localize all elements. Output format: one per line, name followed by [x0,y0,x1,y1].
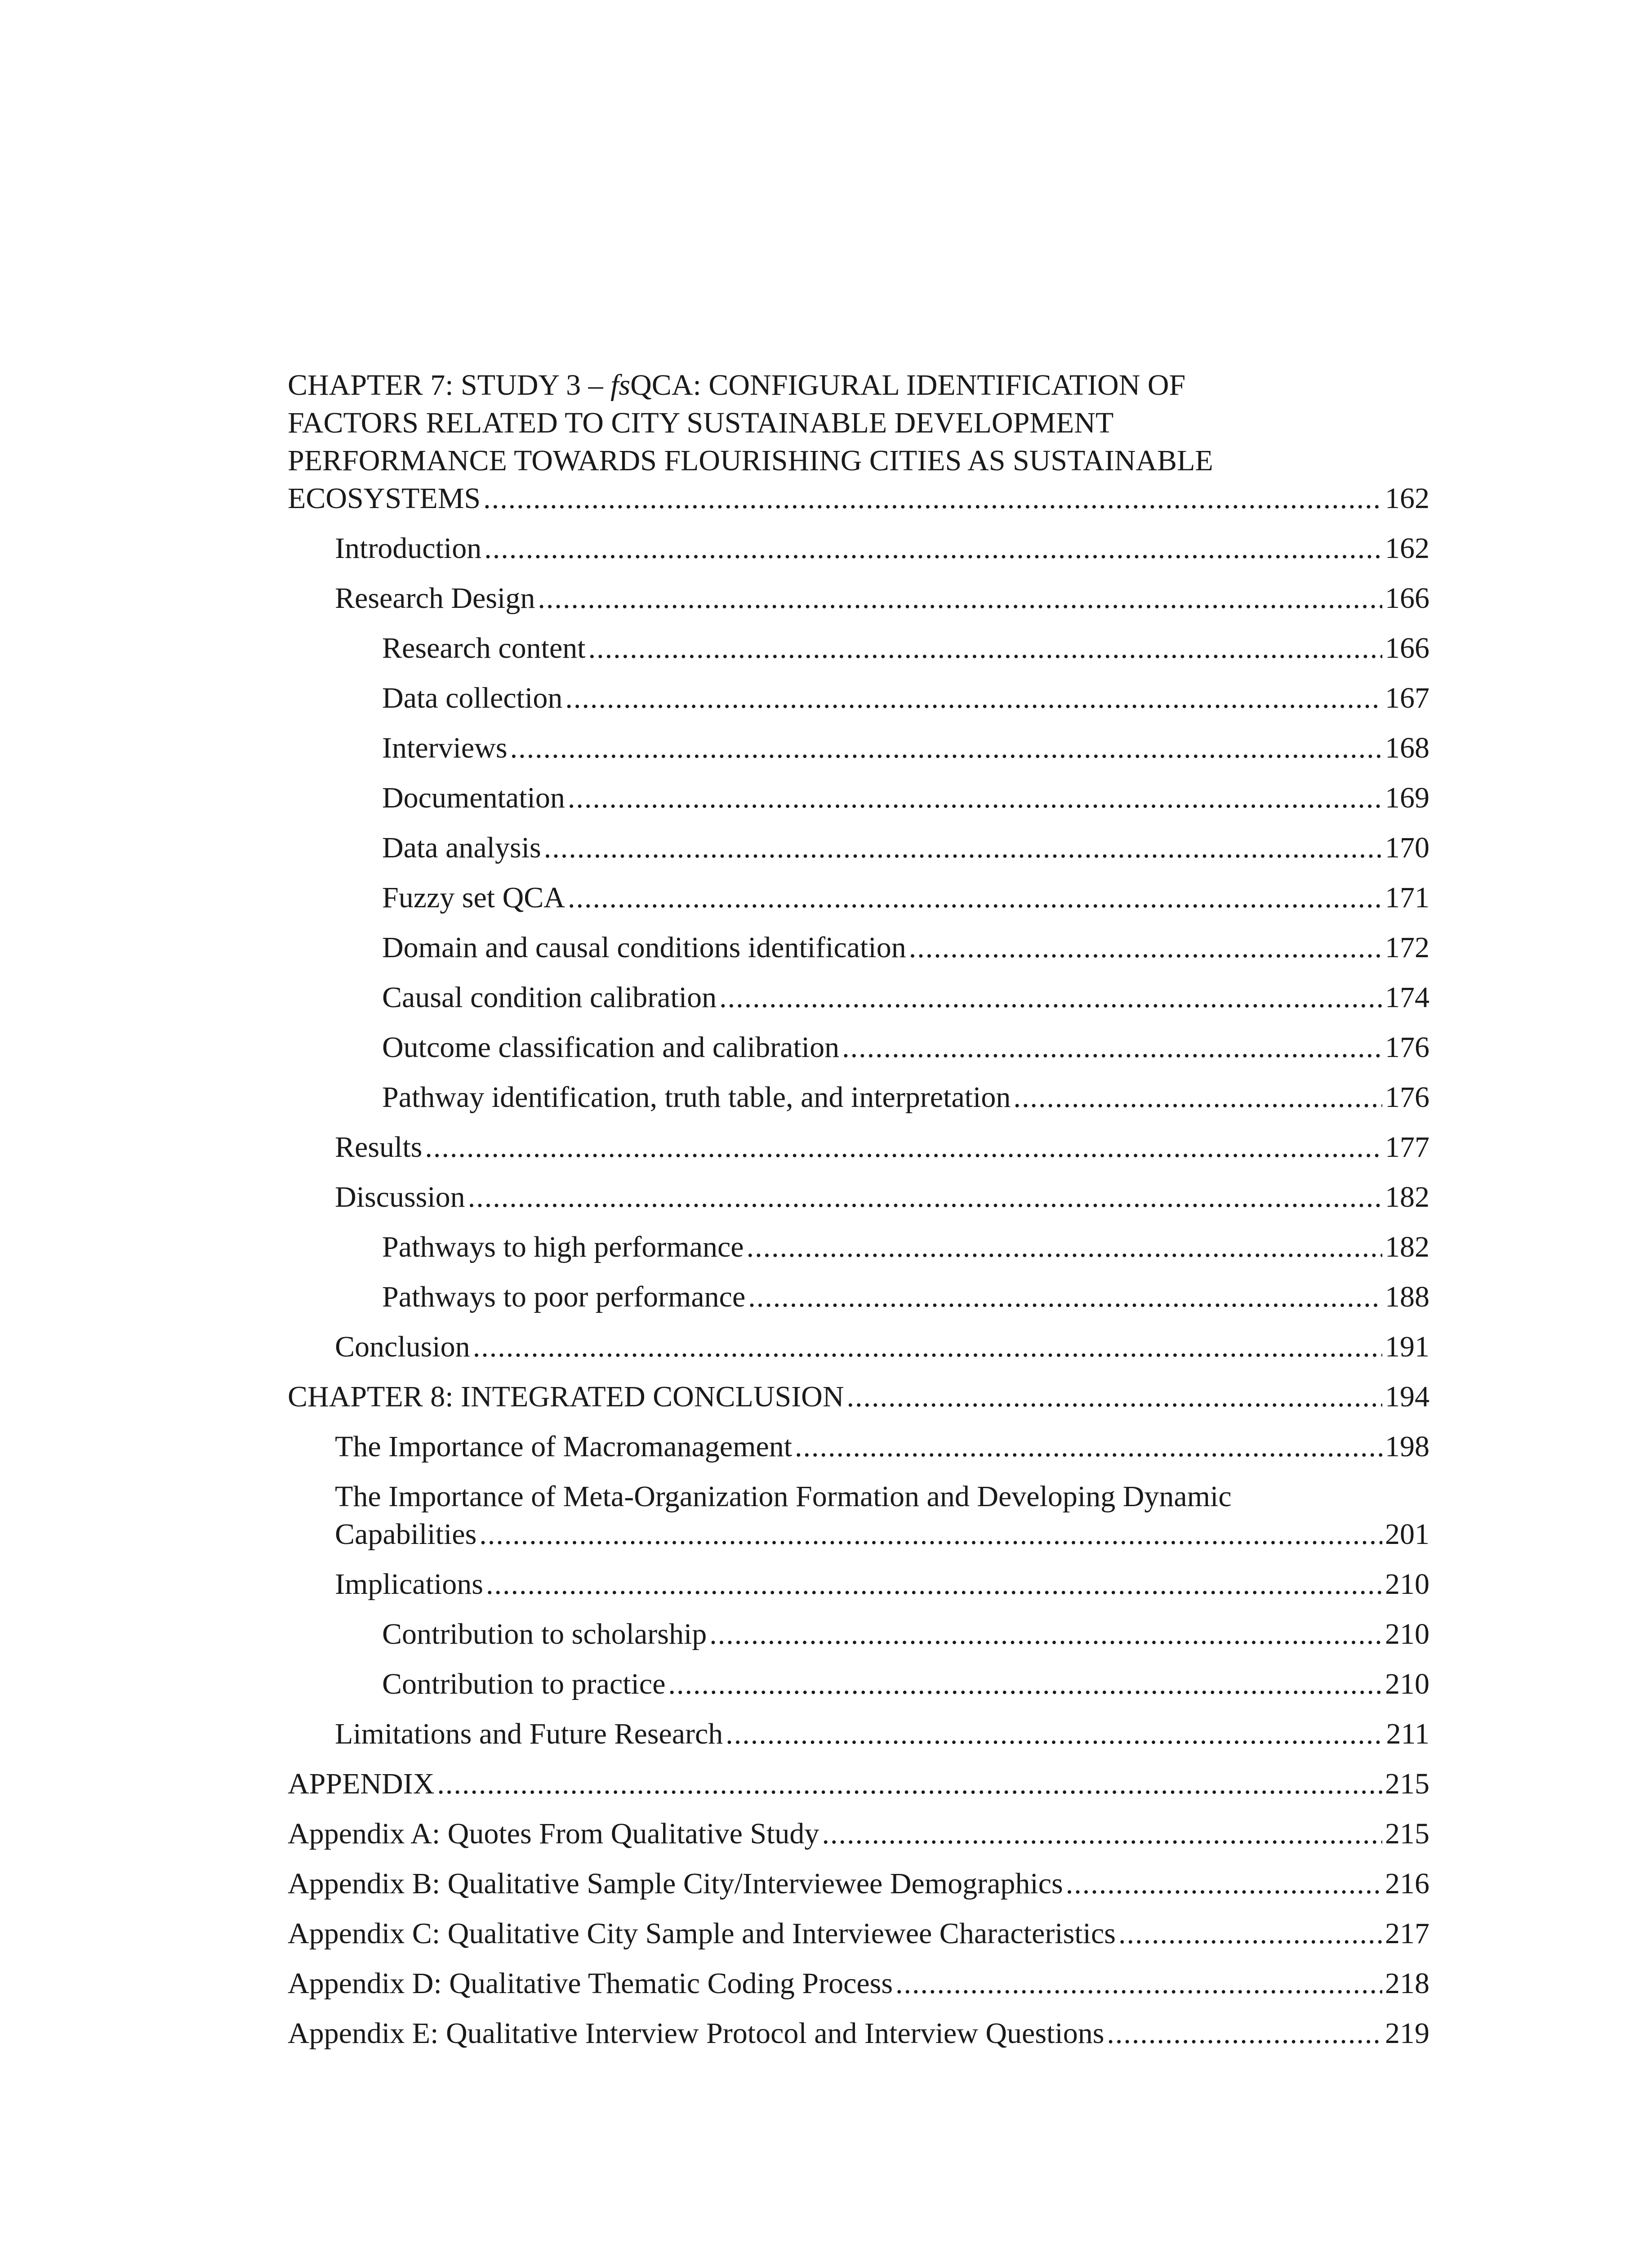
toc-entry-domain-causal-conditions[interactable] [288,929,1429,967]
toc-entry-title: Contribution to practice [382,1668,666,1700]
dot-leader [437,1765,1382,1803]
toc-entry-title: Pathway identification, truth table, and interpretation [382,1081,1011,1114]
toc-entry-page-number: 218 [1385,1967,1429,2000]
toc-entry-page-number: 168 [1385,731,1429,764]
toc-entry-title: Fuzzy set QCA [382,881,565,914]
toc-entry-contribution-practice[interactable] [288,1665,1429,1703]
toc-entry-data-analysis[interactable] [288,829,1429,867]
toc-entry-title: The Importance of Macromanagement [335,1430,793,1463]
toc-entry-interviews[interactable] [288,729,1429,767]
toc-entry-page-number: 162 [1385,482,1429,515]
toc-entry-title: Conclusion [335,1330,470,1363]
toc-entry-introduction[interactable] [288,530,1429,567]
toc-entry-page-number: 217 [1385,1917,1429,1950]
toc-entry-title: Appendix B: Qualitative Sample City/Interviewee Demographics [288,1867,1063,1900]
dot-leader [473,1328,1382,1366]
toc-entry-page-number: 182 [1385,1181,1429,1213]
toc-entry-page-number: 216 [1385,1867,1429,1900]
dot-leader [544,829,1382,867]
toc-entry-outcome-classification[interactable] [288,1029,1429,1066]
toc-entry-appendix[interactable] [288,1765,1429,1803]
dot-leader [668,1665,1382,1703]
toc-entry-chapter-7[interactable] [288,366,1429,517]
dot-leader [468,1178,1382,1216]
toc-entry-appendix-b[interactable] [288,1865,1429,1903]
toc-entry-title: Appendix C: Qualitative City Sample and Interviewee Characteristics [288,1917,1116,1950]
toc-entry-pathway-identification[interactable] [288,1079,1429,1116]
toc-entry-page-number: 188 [1385,1280,1429,1313]
table-of-contents [288,366,1429,2065]
toc-entry-chapter-8[interactable] [288,1378,1429,1416]
toc-entry-implications[interactable] [288,1566,1429,1603]
dot-leader [568,879,1382,917]
toc-entry-documentation[interactable] [288,779,1429,817]
toc-entry-title: Documentation [382,781,565,814]
toc-entry-appendix-d[interactable] [288,1965,1429,2003]
toc-entry-title: Interviews [382,731,508,764]
toc-entry-macromanagement[interactable] [288,1428,1429,1466]
toc-entry-text: QCA: CONFIGURAL IDENTIFICATION OF [630,369,1186,401]
toc-entry-title: Limitations and Future Research [335,1717,723,1750]
toc-entry-title: Outcome classification and calibration [382,1031,840,1064]
toc-entry-text: CHAPTER 7: STUDY 3 – [288,369,611,401]
toc-entry-contribution-scholarship[interactable] [288,1615,1429,1653]
toc-entry-page-number: 174 [1385,981,1429,1014]
dot-leader [538,580,1382,617]
dot-leader [895,1965,1382,2003]
toc-entry-page-number: 219 [1385,2017,1429,2050]
toc-entry-fuzzy-set-qca[interactable] [288,879,1429,917]
toc-entry-appendix-c[interactable] [288,1915,1429,1953]
dot-leader [748,1278,1382,1316]
toc-entry-title: Pathways to high performance [382,1231,744,1263]
toc-entry-meta-organization[interactable] [288,1478,1429,1553]
toc-entry-page-number: 191 [1385,1330,1429,1363]
toc-entry-page-number: 166 [1385,582,1429,615]
toc-entry-title: CHAPTER 8: INTEGRATED CONCLUSION [288,1380,844,1413]
toc-entry-page-number: 210 [1385,1618,1429,1650]
dot-leader [1013,1079,1382,1116]
dot-leader [510,729,1382,767]
toc-entry-discussion[interactable] [288,1178,1429,1216]
dot-leader [909,929,1382,967]
toc-entry-pathways-poor-performance[interactable] [288,1278,1429,1316]
toc-entry-page-number: 198 [1385,1430,1429,1463]
toc-entry-title: ECOSYSTEMS [288,482,481,515]
dot-leader [565,679,1382,717]
toc-entry-title: Discussion [335,1181,465,1213]
toc-entry-title: Implications [335,1568,483,1601]
dot-leader [1118,1915,1382,1953]
toc-entry-limitations[interactable] [288,1715,1429,1753]
toc-entry-title: Data analysis [382,831,541,864]
toc-entry-page-number: 177 [1385,1131,1429,1164]
dot-leader [1107,2015,1382,2052]
toc-entry-title: Results [335,1131,423,1164]
toc-entry-title: Research content [382,632,586,665]
toc-entry-page-number: 182 [1385,1231,1429,1263]
toc-entry-appendix-e[interactable] [288,2015,1429,2052]
toc-entry-title: APPENDIX [288,1767,435,1800]
toc-entry-title: Causal condition calibration [382,981,717,1014]
toc-entry-research-design[interactable] [288,580,1429,617]
toc-entry-page-number: 169 [1385,781,1429,814]
dot-leader [719,979,1382,1017]
toc-entry-page-number: 170 [1385,831,1429,864]
dot-leader [568,779,1382,817]
toc-entry-appendix-a[interactable] [288,1815,1429,1853]
dot-leader [484,530,1382,567]
toc-entry-data-collection[interactable] [288,679,1429,717]
toc-entry-page-number: 172 [1385,931,1429,964]
toc-entry-page-number: 176 [1385,1031,1429,1064]
toc-entry-line: PERFORMANCE TOWARDS FLOURISHING CITIES AS SUSTAINABLE [288,444,1213,477]
dot-leader [822,1815,1382,1853]
toc-entry-title: Appendix E: Qualitative Interview Protocol and Interview Questions [288,2017,1104,2050]
toc-entry-line [288,366,1429,404]
toc-entry-italic-text: fs [610,369,631,401]
toc-entry-conclusion[interactable] [288,1328,1429,1366]
toc-entry-page-number: 167 [1385,682,1429,714]
dot-leader [842,1029,1382,1066]
dot-leader [588,629,1382,667]
toc-entry-line: FACTORS RELATED TO CITY SUSTAINABLE DEVELOPMENT [288,406,1114,439]
toc-entry-title: Appendix A: Quotes From Qualitative Study [288,1817,819,1850]
toc-entry-page-number: 215 [1385,1817,1429,1850]
toc-entry-page-number: 162 [1385,532,1429,565]
toc-entry-title: Data collection [382,682,563,714]
toc-entry-page-number: 210 [1385,1668,1429,1700]
toc-entry-page-number: 194 [1385,1380,1429,1413]
toc-entry-title: Pathways to poor performance [382,1280,746,1313]
dot-leader [486,1566,1382,1603]
toc-entry-title: Appendix D: Qualitative Thematic Coding Process [288,1967,893,2000]
dot-leader [847,1378,1383,1416]
toc-entry-line: The Importance of Meta-Organization Formation and Developing Dynamic [335,1480,1232,1513]
toc-entry-title: Introduction [335,532,482,565]
dot-leader [747,1228,1382,1266]
toc-entry-title: Research Design [335,582,535,615]
toc-entry-title: Domain and causal conditions identification [382,931,906,964]
dot-leader [1066,1865,1382,1903]
toc-entry-page-number: 201 [1385,1518,1429,1551]
dot-leader [479,1516,1382,1553]
toc-entry-title: Contribution to scholarship [382,1618,707,1650]
toc-entry-research-content[interactable] [288,629,1429,667]
toc-entry-pathways-high-performance[interactable] [288,1228,1429,1266]
dot-leader [709,1615,1382,1653]
toc-entry-page-number: 176 [1385,1081,1429,1114]
toc-entry-page-number: 215 [1385,1767,1429,1800]
dot-leader [425,1128,1382,1166]
dot-leader [726,1715,1383,1753]
toc-entry-page-number: 210 [1385,1568,1429,1601]
toc-entry-page-number: 211 [1386,1717,1429,1750]
toc-entry-page-number: 166 [1385,632,1429,665]
toc-entry-page-number: 171 [1385,881,1429,914]
dot-leader [795,1428,1382,1466]
dot-leader [483,480,1382,517]
toc-entry-title: Capabilities [335,1518,477,1551]
toc-entry-causal-condition-calibration[interactable] [288,979,1429,1017]
toc-entry-results[interactable] [288,1128,1429,1166]
